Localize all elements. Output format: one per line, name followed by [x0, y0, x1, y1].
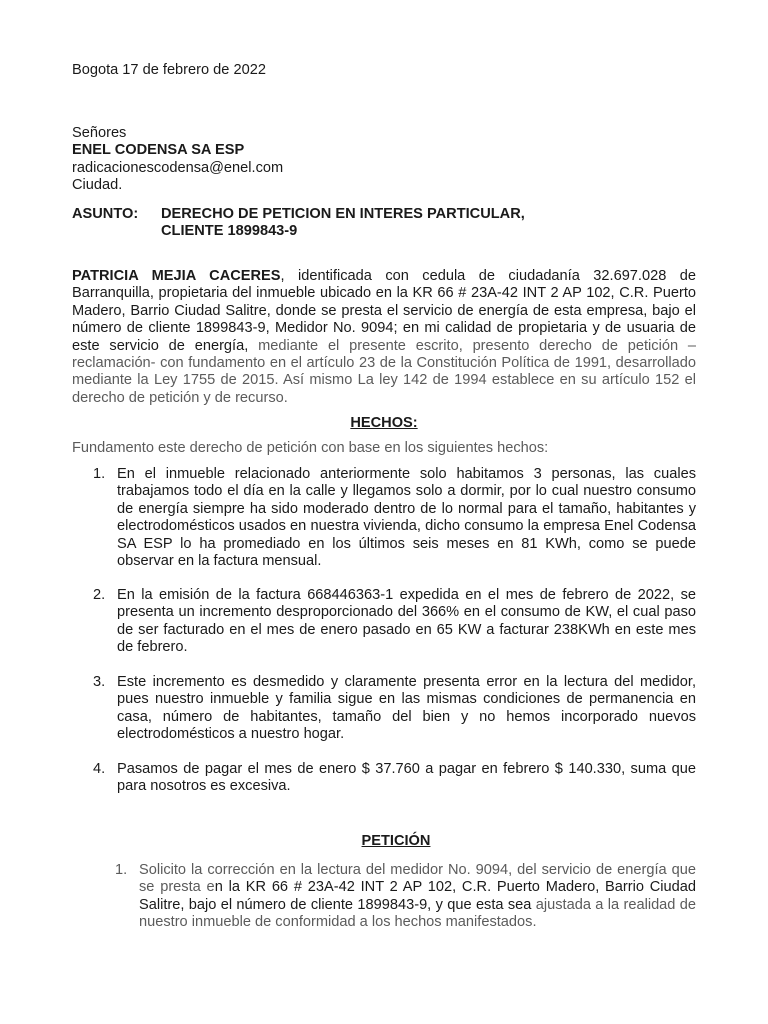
date-line: Bogota 17 de febrero de 2022	[72, 62, 266, 78]
hechos-item	[93, 674, 696, 744]
item-number: 2.	[93, 587, 106, 603]
item-number: 1.	[115, 862, 128, 878]
subject-line-2: CLIENTE 1899843-9	[161, 223, 298, 240]
recipient-block	[72, 125, 283, 195]
hechos-heading: HECHOS:	[350, 415, 418, 431]
recipient-company: ENEL CODENSA SA ESP	[72, 142, 245, 159]
hechos-item	[93, 761, 696, 796]
intro-paragraph	[72, 268, 696, 407]
item-number: 3.	[93, 674, 106, 690]
item-text: En la emisión de la factura 668446363-1 expedida en el mes de febrero de 2022, se presenta un incremento desproporcionado del 366% en el consumo de KW, el cual paso de ser facturado en el mes de enero pasado en 65 KW a facturar 238KWh en este mes de febrero.	[117, 587, 696, 656]
intro-text-1: , identificada con cedula de ciudadanía 32.697.028 de Barranquilla, propietaria del inmueble ubicado en la KR 66 # 23A-42 INT 2 AP 102, C.R. Puerto Madero, Barrio Ciudad Salitre, donde se presta el servicio de energía de esta empresa, bajo el número de cliente 1899843-9, Medidor No. 9094; en mi calidad de propietaria y de usuaria de este servicio de energía,	[72, 268, 697, 354]
item-text: Pasamos de pagar el mes de enero $ 37.760 a pagar en febrero $ 140.330, suma que para nosotros es excesiva.	[117, 761, 696, 795]
item-number: 1.	[93, 466, 106, 482]
item-text: En el inmueble relacionado anteriormente solo habitamos 3 personas, las cuales trabajamos todo el día en la calle y llegamos solo a dormir, por lo cual nuestro consumo de energía siempre ha sido moderado dentro de lo normal para el tamaño, habitantes y electrodomésticos usados en nuestra vivienda, dicho consumo la empresa Enel Codensa SA ESP lo ha promediado en los últimos seis meses en 81 KWh, como se puede observar en la factura mensual.	[117, 466, 696, 570]
recipient-salutation: Señores	[72, 125, 127, 141]
recipient-email: radicacionescodensa@enel.com	[72, 159, 284, 176]
subject-line-1: DERECHO DE PETICION EN INTERES PARTICULAR,	[161, 206, 525, 222]
subject-block	[161, 206, 525, 241]
petitioner-name: PATRICIA MEJIA CACERES	[72, 268, 281, 284]
hechos-lead: Fundamento este derecho de petición con base en los siguientes hechos:	[72, 440, 549, 456]
peticion-item	[115, 862, 696, 932]
peticion-text-3: ajustada a la realidad de nuestro inmueble de conformidad a los hechos manifestados.	[139, 896, 696, 931]
peticion-heading: PETICIÓN	[361, 833, 431, 849]
item-text: Este incremento es desmedido y claramente presenta error en la lectura del medidor, pues nuestro inmueble y familia sigue en las mismas condiciones de permanencia en casa, número de habitantes, tamaño del bien y no hemos incorporado nuevos electrodomésticos a nuestro hogar.	[117, 674, 696, 743]
hechos-item	[93, 587, 696, 657]
item-number: 4.	[93, 761, 106, 777]
intro-text-2: mediante el presente escrito, presento derecho de petición –reclamación- con fundamento en el artículo 23 de la Constitución Política de 1991, desarrollado mediante la Ley 1755 de 2015. Así mismo La ley 142 de 1994 establece en su artículo 152 el derecho de petición y de recurso.	[72, 337, 696, 406]
recipient-city: Ciudad.	[72, 177, 123, 194]
item-text	[139, 862, 696, 932]
subject-label: ASUNTO:	[72, 206, 139, 222]
peticion-text-2: n la KR 66 # 23A-42 INT 2 AP 102, C.R. Puerto Madero, Barrio Ciudad Salitre, bajo el número de cliente 1899843-9, y que esta sea	[139, 879, 697, 913]
peticion-text-1: Solicito la corrección en la lectura del medidor No. 9094, del servicio de energía que se presta e	[139, 862, 696, 896]
hechos-item	[93, 466, 696, 570]
